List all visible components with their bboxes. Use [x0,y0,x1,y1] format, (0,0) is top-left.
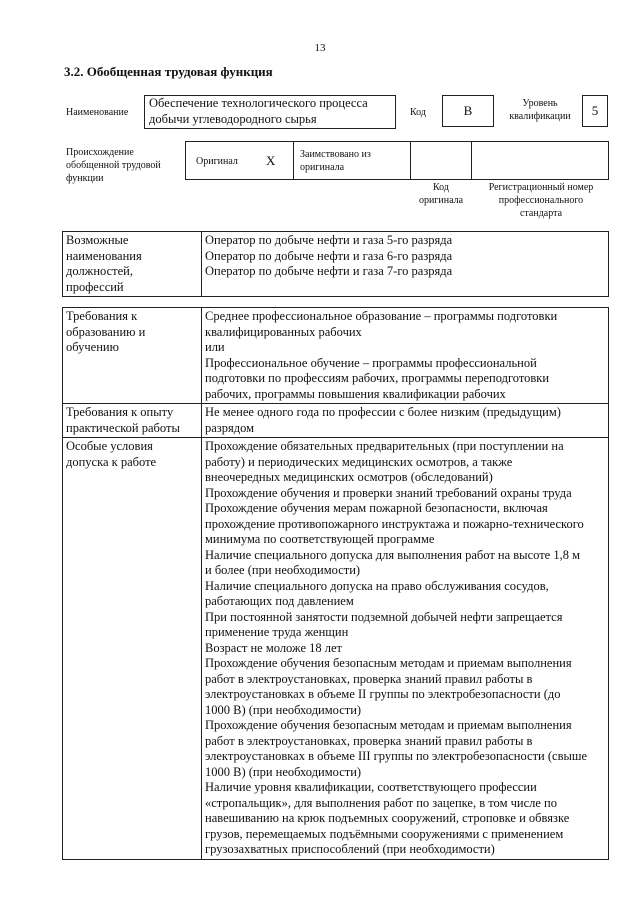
reg-number-caption [472,181,610,220]
requirement-label-line: допуска к работе [66,454,157,469]
requirement-line: Не менее одного года по профессии с более низким (предыдущим) [205,405,561,419]
function-name-line-1: Обеспечение технологического процесса [149,96,368,110]
level-label [500,97,580,123]
requirement-label-cell [63,404,202,438]
requirement-line: электроустановках в объеме II группы по электробезопасности (до [205,687,561,701]
requirement-label-line: обучению [66,340,119,354]
borrowed-cell [293,141,411,180]
function-name-box [144,95,396,129]
origin-label [66,146,161,185]
positions-list-cell [202,232,609,297]
requirement-label-line: Требования к опыту [66,405,174,419]
name-label: Наименование [66,107,129,118]
position-item: Оператор по добыче нефти и газа 7-го разряда [205,264,453,278]
requirement-line: грузозахватных приспособлений (при необходимости) [205,842,495,856]
requirement-line: 1000 В) (при необходимости) [205,764,362,779]
requirement-label-line: практической работы [66,420,180,435]
requirement-line: навешиванию на крюк подъемных сооружений, строповке и обвязке [205,811,570,825]
page-number: 13 [314,42,326,54]
origin-label-line-3: функции [66,173,104,184]
origin-row [185,141,609,180]
requirement-line: подготовки по профессиям рабочих, программы переподготовки [205,371,550,385]
requirement-line: Прохождение обучения безопасным методам и приемам выполнения [205,656,572,670]
code-original-cell [410,141,472,180]
origin-label-line-1: Происхождение [66,147,134,158]
code-original-line-1: Код [433,182,449,193]
original-mark: X [266,153,276,168]
positions-label-line-4: профессий [66,279,124,294]
positions-label-line-1: Возможные [66,233,129,247]
requirement-line: Наличие уровня квалификации, соответствующего профессии [205,780,537,794]
positions-label-cell [63,232,202,297]
level-label-line-2: квалификации [509,111,571,122]
requirement-line: Прохождение обучения и проверки знаний требований охраны труда [205,485,572,500]
reg-number-line-3: стандарта [519,208,563,219]
requirement-line: работающих под давлением [205,594,354,608]
requirement-line: При постоянной занятости подземной добычей нефти запрещается [205,609,563,624]
function-name-line-2: добычи углеводородного сырья [149,111,317,126]
reg-number-line-1: Регистрационный номер [488,182,594,193]
positions-table [62,231,609,297]
requirement-line: Прохождение обучения мерам пожарной безопасности, включая [205,501,548,515]
positions-label-line-3: должностей, [66,264,133,278]
requirement-line: и более (при необходимости) [205,563,361,577]
borrowed-label-line-1: Заимствовано из [300,149,371,160]
requirement-text-cell [202,438,609,860]
requirement-line: внеочередных медицинских осмотров (обследований) [205,470,493,484]
requirement-line: Возраст не моложе 18 лет [205,640,343,655]
borrowed-label-line-2: оригинала [300,162,345,173]
level-label-line-1: Уровень [522,98,558,109]
requirement-label-cell [63,308,202,404]
requirement-line: Наличие специального допуска для выполнения работ на высоте 1,8 м [205,547,581,562]
requirement-line: «стропальщик», для выполнения работ по зацепке, в том числе по [205,795,557,810]
requirement-line: Профессиональное обучение – программы профессиональной [205,355,537,370]
positions-label-line-2: наименования [66,248,142,263]
requirements-table [62,307,609,860]
requirement-line: работ в электроустановках, проверка знаний правил работы в [205,671,533,686]
requirement-line: работ в электроустановках, проверка знаний правил работы в [205,733,533,748]
requirement-label-cell [63,438,202,860]
original-cell [185,141,294,180]
requirement-line: Наличие специального допуска на право обслуживания сосудов, [205,578,549,593]
requirement-line: Среднее профессиональное образование – программы подготовки [205,309,558,323]
origin-label-line-2: обобщенной трудовой [66,160,161,171]
requirement-row-special-conditions [63,438,609,860]
requirement-line: электроустановках в объеме III группы по электробезопасности (свыше [205,749,588,763]
requirement-line: или [205,340,225,354]
requirement-line: разрядом [205,420,255,435]
requirement-line: минимума по соответствующей программе [205,532,435,546]
position-item: Оператор по добыче нефти и газа 5-го разряда [205,233,453,247]
requirement-row-education [63,308,609,404]
code-label: Код [410,107,426,118]
requirement-label-line: Требования к [66,309,138,323]
requirement-row-experience [63,404,609,438]
requirement-line: рабочих, программы повышения квалификации рабочих [205,386,506,401]
position-item: Оператор по добыче нефти и газа 6-го разряда [205,248,453,263]
code-original-caption [410,181,472,207]
requirement-label-line: Особые условия [66,439,153,453]
reg-number-cell [471,141,609,180]
code-original-line-2: оригинала [418,195,464,206]
requirement-line: Прохождение обязательных предварительных (при поступлении на [205,439,564,453]
original-label: Оригинал [196,156,238,167]
level-value: 5 [582,95,608,127]
requirement-line: работу) и периодических медицинских осмотров, а также [205,454,513,469]
section-title: 3.2. Обобщенная трудовая функция [64,64,273,79]
requirement-line: 1000 В) (при необходимости) [205,702,362,717]
requirement-text-cell [202,404,609,438]
requirement-line: Прохождение обучения безопасным методам и приемам выполнения [205,718,572,732]
reg-number-line-2: профессионального [498,195,584,206]
requirement-text-cell [202,308,609,404]
requirement-label-line: образованию и [66,324,146,339]
requirement-line: прохождение противопожарного инструктажа и пожарно-технического [205,516,584,531]
requirement-line: грузов, перемещаемых подъёмными сооружениями с применением [205,826,564,841]
code-value: B [442,95,494,127]
requirement-line: применение труда женщин [205,625,349,639]
positions-row [63,232,609,297]
requirement-line: квалифицированных рабочих [205,324,362,339]
